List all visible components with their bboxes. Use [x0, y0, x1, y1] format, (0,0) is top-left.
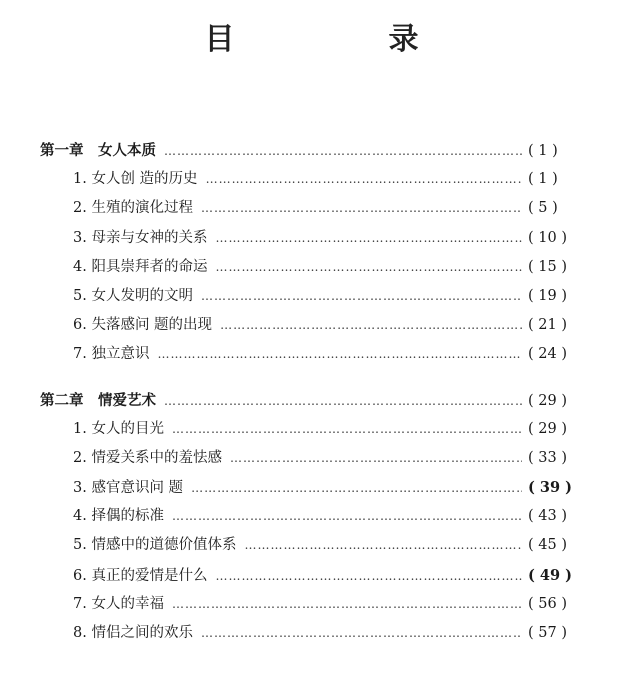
section-title: 5. 情感中的道德价值体系: [73, 537, 237, 554]
dot-leader: [201, 282, 522, 311]
dot-leader: [215, 562, 522, 591]
section-title: 6. 失落感问 题的出现: [73, 317, 213, 334]
section-title: 4. 择偶的标准: [73, 508, 164, 525]
dot-leader: [201, 619, 522, 648]
section-title: 3. 感官意识问 题: [73, 480, 184, 497]
section-title: 1. 女人的目光: [73, 420, 164, 437]
section-title: 4. 阳具崇拜者的命运: [73, 258, 208, 275]
page-title: 目 录: [204, 22, 481, 57]
toc-entry[interactable]: [40, 194, 580, 223]
chapter-1: [40, 136, 580, 370]
page-number: ( 29 ): [528, 420, 567, 437]
section-title: 5. 女人发明的文明: [73, 287, 193, 304]
page-number: ( 19 ): [528, 287, 567, 304]
page-number: ( 43 ): [528, 508, 567, 525]
chapter-title: 第二章 情爱艺术: [40, 391, 156, 409]
page-number: ( 45 ): [528, 537, 567, 554]
page-number: ( 5 ): [528, 200, 558, 217]
table-of-contents: [40, 136, 580, 664]
page-number: ( 10 ): [528, 229, 567, 246]
section-title: 2. 生殖的演化过程: [73, 200, 193, 217]
chapter-heading[interactable]: [40, 386, 580, 415]
section-title: 1. 女人创 造的历史: [73, 171, 198, 188]
page-number: ( 33 ): [528, 449, 567, 466]
page-number: ( 15 ): [528, 258, 567, 275]
page-number: ( 1 ): [528, 143, 558, 159]
toc-entry[interactable]: [40, 224, 580, 253]
section-title: 6. 真正的爱情是什么: [73, 567, 208, 584]
dot-leader: [215, 224, 522, 253]
section-title: 2. 情爱关系中的羞怯感: [73, 449, 222, 466]
toc-entry[interactable]: [40, 165, 580, 194]
section-title: 3. 母亲与女神的关系: [73, 229, 208, 246]
dot-leader: [172, 415, 522, 444]
dot-leader: [164, 387, 522, 416]
dot-leader: [172, 502, 522, 531]
toc-entry[interactable]: [40, 340, 580, 369]
dot-leader: [201, 194, 522, 223]
chapter-title: 第一章 女人本质: [40, 142, 156, 159]
toc-entry[interactable]: [40, 561, 580, 590]
page-number: ( 24 ): [528, 346, 567, 363]
dot-leader: [215, 253, 522, 282]
chapter-heading[interactable]: [40, 136, 580, 165]
dot-leader: [206, 165, 522, 194]
toc-entry[interactable]: [40, 311, 580, 340]
dot-leader: [164, 137, 522, 166]
dot-leader: [191, 474, 522, 503]
section-title: 8. 情侣之间的欢乐: [73, 625, 193, 641]
toc-entry[interactable]: [40, 253, 580, 282]
dot-leader: [244, 531, 522, 560]
toc-entry[interactable]: [40, 590, 580, 619]
page-number: ( 56 ): [528, 595, 567, 612]
page-number: ( 57 ): [528, 625, 567, 641]
chapter-2: [40, 386, 580, 649]
section-title: 7. 独立意识: [73, 346, 150, 363]
page-number: ( 1 ): [528, 171, 558, 188]
page-number: ( 29 ): [528, 392, 567, 409]
section-title: 7. 女人的幸福: [73, 595, 164, 612]
dot-leader: [157, 340, 522, 369]
dot-leader: [230, 444, 522, 473]
toc-entry[interactable]: [40, 531, 580, 560]
dot-leader: [172, 590, 522, 619]
dot-leader: [220, 311, 522, 340]
page-number: ( 21 ): [528, 317, 567, 334]
toc-entry[interactable]: [40, 473, 580, 502]
toc-entry[interactable]: [40, 415, 580, 444]
toc-entry[interactable]: [40, 502, 580, 531]
page-number: ( 49 ): [528, 566, 572, 584]
page-number: ( 39 ): [528, 479, 572, 497]
toc-entry[interactable]: [40, 282, 580, 311]
toc-entry[interactable]: [40, 619, 580, 648]
toc-entry[interactable]: [40, 444, 580, 473]
